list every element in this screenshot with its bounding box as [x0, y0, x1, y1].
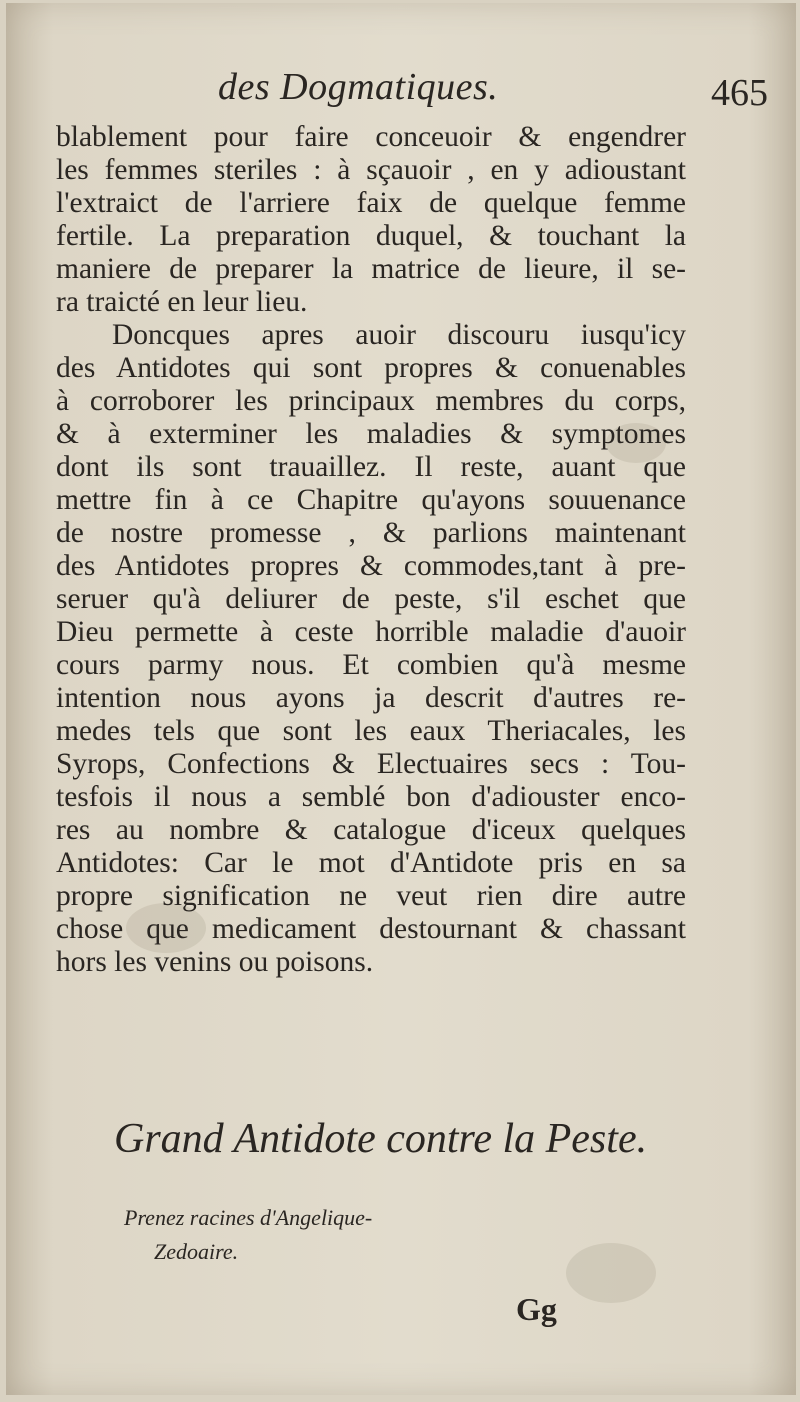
- running-head: des Dogmatiques.: [218, 66, 499, 108]
- text-line: des Antidotes qui sont propres & conuenables: [56, 352, 686, 384]
- text-line: propre signification ne veut rien dire autre: [56, 880, 686, 912]
- text-line: & à exterminer les maladies & symptomes: [56, 418, 686, 450]
- text-line: des Antidotes propres & commodes,tant à pre-: [56, 550, 686, 582]
- text-line: blablement pour faire conceuoir & engendrer: [56, 121, 686, 153]
- page-number: 465: [711, 72, 768, 114]
- text-line: Syrops, Confections & Electuaires secs : Tou-: [56, 748, 686, 780]
- text-line: les femmes steriles : à sçauoir , en y adioustant: [56, 154, 686, 186]
- text-line: Doncques apres auoir discouru iusqu'icy: [112, 319, 686, 351]
- body-text: [56, 121, 686, 979]
- text-line: Dieu permette à ceste horrible maladie d'auoir: [56, 616, 686, 648]
- text-line: medes tels que sont les eaux Theriacales, les: [56, 715, 686, 747]
- paper-stain: [566, 1243, 656, 1303]
- recipe-block: [124, 1201, 372, 1269]
- text-line: chose que medicament destournant & chassant: [56, 913, 686, 945]
- text-line: tesfois il nous a semblé bon d'adiouster enco-: [56, 781, 686, 813]
- recipe-line: Zedoaire.: [154, 1239, 239, 1264]
- text-line: dont ils sont trauaillez. Il reste, auant que: [56, 451, 686, 483]
- text-line: ra traicté en leur lieu.: [56, 286, 308, 318]
- text-line: seruer qu'à deliurer de peste, s'il eschet que: [56, 583, 686, 615]
- text-line: de nostre promesse , & parlions maintenant: [56, 517, 686, 549]
- page-header: [58, 65, 768, 117]
- book-page: [6, 3, 796, 1395]
- text-line: hors les venins ou poisons.: [56, 946, 374, 978]
- text-line: l'extraict de l'arriere faix de quelque femme: [56, 187, 686, 219]
- recipe-line: Prenez racines d'Angelique-: [124, 1205, 373, 1230]
- text-line: fertile. La preparation duquel, & touchant la: [56, 220, 686, 252]
- text-line: à corroborer les principaux membres du corps,: [56, 385, 686, 417]
- text-line: maniere de preparer la matrice de lieure, il se-: [56, 253, 686, 285]
- text-line: Antidotes: Car le mot d'Antidote pris en sa: [56, 847, 686, 879]
- signature-mark: Gg: [516, 1291, 557, 1327]
- text-line: cours parmy nous. Et combien qu'à mesme: [56, 649, 686, 681]
- section-title: Grand Antidote contre la Peste.: [114, 1116, 648, 1162]
- text-line: mettre fin à ce Chapitre qu'ayons souuenance: [56, 484, 686, 516]
- text-line: res au nombre & catalogue d'iceux quelques: [56, 814, 686, 846]
- text-line: intention nous ayons ja descrit d'autres re-: [56, 682, 686, 714]
